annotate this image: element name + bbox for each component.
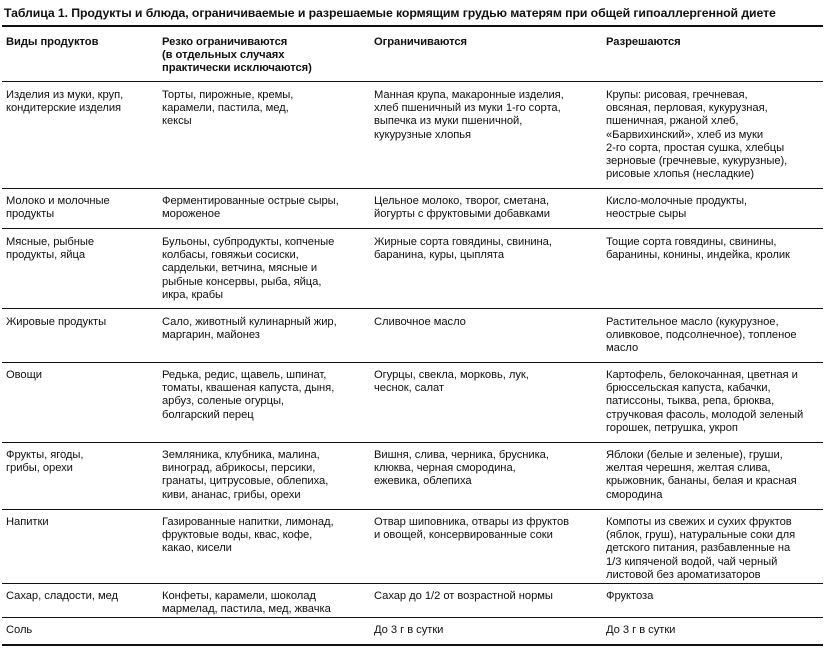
row-flour-allowed: Крупы: рисовая, гречневая, овсяная, перловая, кукурузная, пшеничная, ржаной хлеб, «Барвихинский», хлеб из муки 2-го сорта, простая сушка, хлебцы зерновые (гречневые, кукурузные), рисовые хлопья (несладкие) xyxy=(606,89,788,181)
header-products: Виды продуктов xyxy=(6,36,99,48)
row-fruits-limited: Вишня, слива, черника, брусника, клюква, черная смородина, ежевика, облепиха xyxy=(374,449,549,488)
row-vegetables-allowed: Картофель, белокочанная, цветная и брюссельская капуста, кабачки, патиссоны, тыква, репа, брюква, стручковая фасоль, молодой зеленый горошек, петрушка, укроп xyxy=(606,369,804,434)
row-fats-strict: Сало, животный кулинарный жир, маргарин, майонез xyxy=(162,316,337,342)
row-fruits-strict: Земляника, клубника, малина, виноград, абрикосы, персики, гранаты, цитрусовые, облепиха, киви, ананас, грибы, орехи xyxy=(162,449,329,501)
row-salt-allowed: До 3 г в сутки xyxy=(606,624,676,636)
row-dairy-strict: Ферментированные острые сыры, мороженое xyxy=(162,195,339,221)
row-drinks-strict: Газированные напитки, лимонад, фруктовые воды, квас, кофе, какао, кисели xyxy=(162,516,334,555)
row-divider xyxy=(2,509,823,510)
row-drinks-products: Напитки xyxy=(6,516,49,528)
row-dairy-products: Молоко и молочные продукты xyxy=(6,195,110,221)
row-meat-allowed: Тощие сорта говядины, свинины, баранины, конины, индейка, кролик xyxy=(606,236,790,262)
row-sugar-limited: Сахар до 1/2 от возрастной нормы xyxy=(374,590,553,602)
row-vegetables-products: Овощи xyxy=(6,369,42,381)
row-flour-limited: Манная крупа, макаронные изделия, хлеб пшеничный из муки 1-го сорта, выпечка из муки пшеничной, кукурузные хлопья xyxy=(374,89,564,141)
row-divider xyxy=(2,228,823,229)
row-drinks-limited: Отвар шиповника, отвары из фруктов и овощей, консервированные соки xyxy=(374,516,570,542)
row-divider xyxy=(2,188,823,189)
row-sugar-strict: Конфеты, карамели, шоколад мармелад, пастила, мед, жвачка xyxy=(162,590,331,616)
row-fruits-products: Фрукты, ягоды, грибы, орехи xyxy=(6,449,84,475)
row-vegetables-strict: Редька, редис, щавель, шпинат, томаты, квашеная капуста, дыня, арбуз, соленые огурцы, болгарский перец xyxy=(162,369,335,421)
row-fats-allowed: Растительное масло (кукурузное, оливковое, подсолнечное), топленое масло xyxy=(606,316,797,355)
row-divider xyxy=(2,583,823,584)
row-fruits-allowed: Яблоки (белые и зеленые), груши, желтая черешня, желтая слива, крыжовник, бананы, белая и красная смородина xyxy=(606,449,797,501)
header-limited: Ограничиваются xyxy=(374,36,468,48)
header-allowed: Разрешаются xyxy=(606,36,681,48)
row-meat-products: Мясные, рыбные продукты, яйца xyxy=(6,236,95,262)
row-divider xyxy=(2,617,823,618)
table-title: Таблица 1. Продукты и блюда, ограничиваемые и разрешаемые кормящим грудью матерям при общей гипоаллергенной диете xyxy=(4,6,776,20)
row-dairy-allowed: Кисло-молочные продукты, неострые сыры xyxy=(606,195,748,221)
row-vegetables-limited: Огурцы, свекла, морковь, лук, чеснок, салат xyxy=(374,369,529,395)
row-sugar-allowed: Фруктоза xyxy=(606,590,654,602)
row-drinks-allowed: Компоты из свежих и сухих фруктов (яблок, груш), натуральные соки для детского питания, разбавленные на 1/3 кипяченой водой, чай черный листовой без ароматизаторов xyxy=(606,516,796,581)
row-salt-limited: До 3 г в сутки xyxy=(374,624,444,636)
row-flour-strict: Торты, пирожные, кремы, карамели, пастила, мед, кексы xyxy=(162,89,294,128)
row-divider xyxy=(2,308,823,309)
row-fats-products: Жировые продукты xyxy=(6,316,107,328)
row-sugar-products: Сахар, сладости, мед xyxy=(6,590,119,602)
row-meat-limited: Жирные сорта говядины, свинина, баранина, куры, цыплята xyxy=(374,236,552,262)
rule-header xyxy=(2,81,823,82)
row-meat-strict: Бульоны, субпродукты, копченые колбасы, говяжьи сосиски, сардельки, ветчина, мясные и рыбные консервы, рыба, яйца, икра, крабы xyxy=(162,236,335,301)
row-fats-limited: Сливочное масло xyxy=(374,316,466,328)
row-divider xyxy=(2,362,823,363)
row-divider xyxy=(2,442,823,443)
header-strict: Резко ограничиваются (в отдельных случаях практически исключаются) xyxy=(162,36,312,75)
rule-bottom xyxy=(2,644,823,646)
rule-top xyxy=(2,25,823,27)
row-salt-products: Соль xyxy=(6,624,33,636)
row-flour-products: Изделия из муки, круп, кондитерские изделия xyxy=(6,89,124,115)
row-dairy-limited: Цельное молоко, творог, сметана, йогурты с фруктовыми добавками xyxy=(374,195,551,221)
